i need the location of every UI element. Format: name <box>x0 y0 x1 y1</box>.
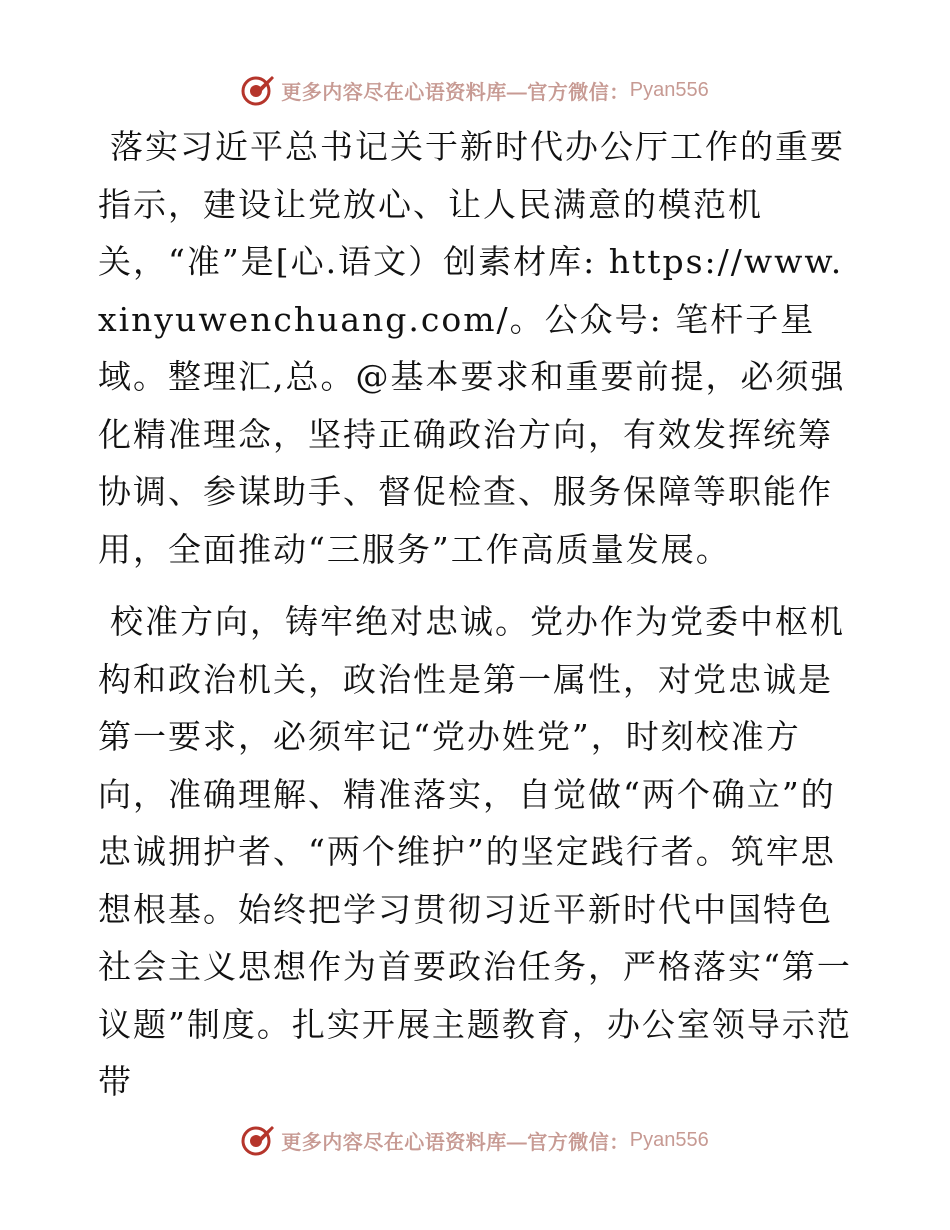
pen-logo-icon <box>241 73 275 107</box>
document-body <box>98 118 858 1111</box>
paragraph-2: 校准方向，铸牢绝对忠诚。党办作为党委中枢机构和政治机关，政治性是第一属性，对党忠诚是第一要求，必须牢记“党办姓党”，时刻校准方向，准确理解、精准落实，自觉做“两个确立”的忠诚拥护者、“两个维护”的坚定践行者。筑牢思想根基。始终把学习贯彻习近平新时代中国特色社会主义思想作为首要政治任务，严格落实“第一议题”制度。扎实开展主题教育，办公室领导示范带 <box>98 602 852 1101</box>
watermark-text: 更多内容尽在心语资料库—官方微信： <box>281 1131 630 1154</box>
watermark-text: 更多内容尽在心语资料库—官方微信： <box>281 81 630 104</box>
footer-watermark <box>0 1120 950 1160</box>
watermark-id: Pyan556 <box>629 1128 709 1151</box>
watermark-id: Pyan556 <box>629 78 709 101</box>
paragraph-1: 落实习近平总书记关于新时代办公厅工作的重要指示，建设让党放心、让人民满意的模范机关，“准”是[心.语文）创素材库: https://www.xinyuwenchuang.com/。公众号: 笔杆子星域。整理汇,总。@基本要求和重要前提，必须强化精准理念，坚持正确政治方向，有效发挥统筹协调、参谋助手、督促检查、服务保障等职能作用，全面推动“三服务”工作高质量发展。 <box>98 127 846 569</box>
pen-logo-icon <box>241 1123 275 1157</box>
header-watermark <box>0 70 950 110</box>
